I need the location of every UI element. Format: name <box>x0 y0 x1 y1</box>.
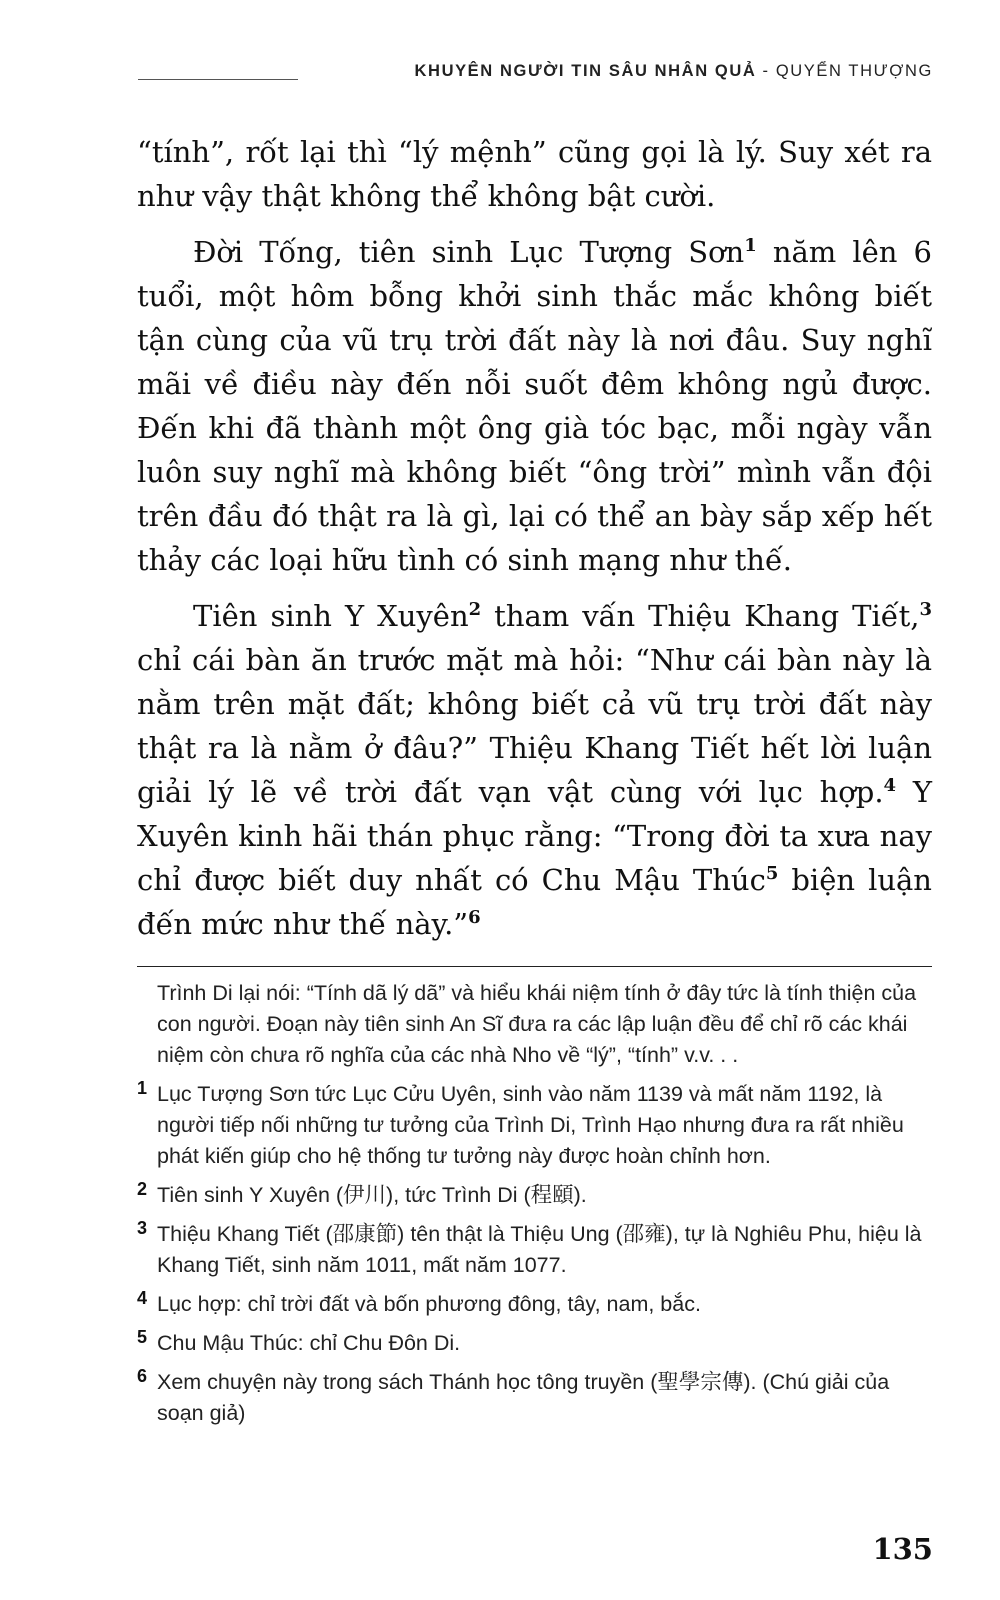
footnote-text: Xem chuyện này trong sách Thánh học tông truyền (聖學宗傳). (Chú giải của soạn giả) <box>157 1370 890 1425</box>
footnote-text: Lục hợp: chỉ trời đất và bốn phương đông, tây, nam, bắc. <box>157 1292 701 1316</box>
footnote-text: Chu Mậu Thúc: chỉ Chu Đôn Di. <box>157 1331 461 1355</box>
footnote-number: 1 <box>137 1078 148 1098</box>
volume-title: QUYỂN THƯỢNG <box>775 62 933 80</box>
paragraph-3-part-d: Y Xuyên kinh hãi thán phục rằng: “Trong đời ta xưa nay chỉ được biết duy nhất có Chu Mậu Thúc <box>137 775 932 897</box>
paragraph-3 <box>137 594 932 946</box>
footnote-6 <box>137 1367 932 1429</box>
header-title <box>415 62 933 81</box>
footnote-marker-3: 3 <box>919 599 932 620</box>
footnote-3 <box>137 1219 932 1281</box>
footnotes <box>137 978 932 1437</box>
footnote-text: Lục Tượng Sơn tức Lục Cửu Uyên, sinh vào năm 1139 và mất năm 1192, là người tiếp nối những tư tưởng của Trình Di, Trình Hạo nhưng đưa ra rất nhiều phát kiến giúp cho hệ thống tư tưởng này được hoàn chỉnh hơn. <box>157 1082 904 1168</box>
header-rule <box>138 79 298 80</box>
book-title: KHUYÊN NGƯỜI TIN SÂU NHÂN QUẢ <box>414 62 757 80</box>
footnote-number: 3 <box>137 1218 148 1238</box>
footnote-divider <box>137 966 932 967</box>
footnote-2 <box>137 1180 932 1211</box>
paragraph-2-part-a: Đời Tống, tiên sinh Lục Tượng Sơn <box>193 235 745 269</box>
footnote-number: 2 <box>137 1179 148 1199</box>
footnote-marker-2: 2 <box>468 599 482 620</box>
main-text <box>137 130 932 958</box>
footnote-number: 6 <box>137 1366 148 1386</box>
paragraph-3-part-c: chỉ cái bàn ăn trước mặt mà hỏi: “Như cái bàn này là nằm trên mặt đất; không biết cả vũ trụ trời đất này thật ra là nằm ở đâu?” Thiệu Khang Tiết hết lời luận giải lý lẽ về trời đất vạn vật cùng với lục hợp. <box>137 643 932 809</box>
paragraph-3-part-e: biện luận đến mức như thế này.” <box>137 863 932 941</box>
footnote-5 <box>137 1328 932 1359</box>
footnote-marker-1: 1 <box>744 235 757 256</box>
footnote-marker-6: 6 <box>468 907 481 928</box>
footnote-number: 4 <box>137 1288 148 1308</box>
header-separator: - <box>756 62 776 80</box>
paragraph-3-part-a: Tiên sinh Y Xuyên <box>193 599 469 633</box>
footnote-text: Tiên sinh Y Xuyên (伊川), tức Trình Di (程頤). <box>157 1183 587 1207</box>
paragraph-1: “tính”, rốt lại thì “lý mệnh” cũng gọi là lý. Suy xét ra như vậy thật không thể không bật cười. <box>137 135 932 213</box>
footnote-continued <box>137 978 932 1071</box>
footnote-text: Thiệu Khang Tiết (邵康節) tên thật là Thiệu Ung (邵雍), tự là Nghiêu Phu, hiệu là Khang Tiết, sinh năm 1011, mất năm 1077. <box>157 1222 922 1277</box>
footnote-4 <box>137 1289 932 1320</box>
page-number: 135 <box>872 1532 933 1566</box>
paragraph-2 <box>137 230 932 582</box>
footnote-marker-5: 5 <box>765 863 779 884</box>
paragraph-3-part-b: tham vấn Thiệu Khang Tiết, <box>481 599 920 633</box>
paragraph-2-part-b: năm lên 6 tuổi, một hôm bỗng khởi sinh thắc mắc không biết tận cùng của vũ trụ trời đất này là nơi đâu. Suy nghĩ mãi về điều này đến nỗi suốt đêm không ngủ được. Đến khi đã thành một ông già tóc bạc, mỗi ngày vẫn luôn suy nghĩ mà không biết “ông trời” mình vẫn đội trên đầu đó thật ra là gì, lại có thể an bày sắp xếp hết thảy các loại hữu tình có sinh mạng như thế. <box>137 235 932 577</box>
footnote-continued-text: Trình Di lại nói: “Tính dã lý dã” và hiểu khái niệm tính ở đây tức là tính thiện của con người. Đoạn này tiên sinh An Sĩ đưa ra các lập luận đều để chỉ rõ các khái niệm còn chưa rõ nghĩa của các nhà Nho về “lý”, “tính” v.v. . . <box>157 981 917 1067</box>
footnote-marker-4: 4 <box>883 775 897 796</box>
footnote-1 <box>137 1079 932 1172</box>
footnote-number: 5 <box>137 1327 148 1347</box>
running-header <box>138 62 933 88</box>
